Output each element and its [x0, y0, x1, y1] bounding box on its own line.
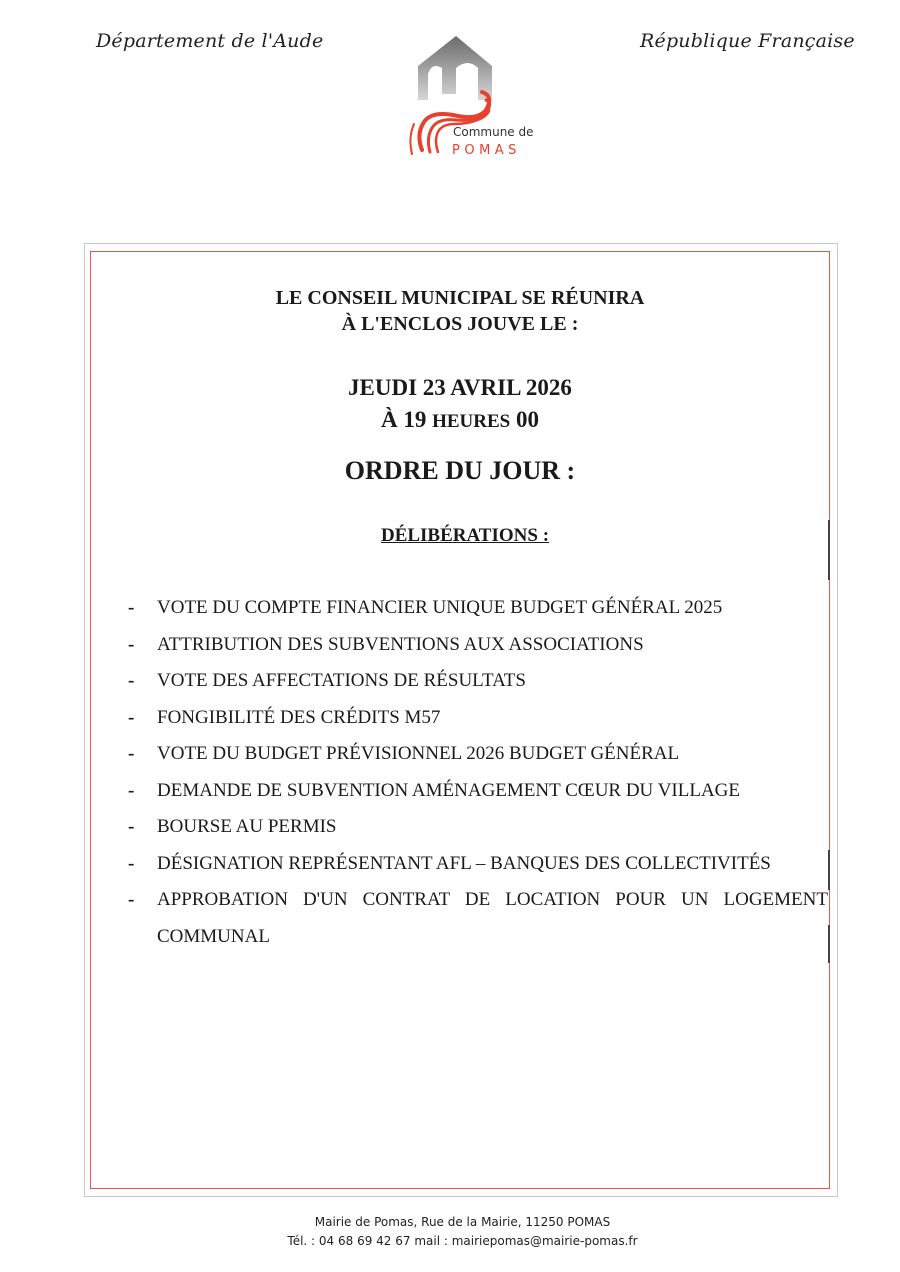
agenda-item-text: ATTRIBUTION DES SUBVENTIONS AUX ASSOCIATIONS	[157, 633, 644, 655]
bullet-dash: -	[128, 779, 135, 801]
time-line	[90, 404, 830, 438]
bullet-dash: -	[128, 633, 135, 655]
agenda-item	[128, 773, 828, 810]
bullet-dash: -	[128, 597, 135, 618]
agenda-item-text: APPROBATION D'UN CONTRAT DE LOCATION POUR UN LOGEMENT COMMUNAL	[157, 889, 828, 947]
bullet-dash: -	[128, 743, 135, 764]
meeting-line-1: LE CONSEIL MUNICIPAL SE RÉUNIRA	[275, 287, 645, 309]
date-line: JEUDI 23 AVRIL 2026	[348, 375, 572, 400]
agenda-list	[128, 590, 828, 955]
agenda-item	[128, 736, 828, 773]
agenda-item	[128, 882, 828, 955]
deliberations-title: DÉLIBÉRATIONS :	[380, 525, 550, 546]
agenda-item-text: VOTE DES AFFECTATIONS DE RÉSULTATS	[157, 670, 526, 691]
frame-mark	[828, 925, 830, 963]
agenda-item-text: DÉSIGNATION REPRÉSENTANT AFL – BANQUES DES COLLECTIVITÉS	[157, 852, 771, 874]
bullet-dash: -	[128, 670, 135, 691]
time-prefix: À 19	[380, 407, 427, 432]
agenda-item-text: VOTE DU COMPTE FINANCIER UNIQUE BUDGET GÉNÉRAL 2025	[157, 597, 723, 618]
logo-commune-text: Commune de	[453, 125, 534, 139]
agenda-item	[128, 809, 828, 846]
bullet-dash: -	[128, 889, 135, 910]
frame-mark	[828, 850, 830, 890]
footer-address: Mairie de Pomas, Rue de la Mairie, 11250 POMAS	[314, 1215, 611, 1229]
time-unit: HEURES	[432, 411, 511, 432]
republic-label: République Française	[640, 30, 855, 52]
bullet-dash: -	[128, 852, 135, 874]
agenda-item-text: FONGIBILITÉ DES CRÉDITS M57	[157, 706, 441, 728]
meeting-date	[90, 372, 830, 438]
commune-logo	[398, 34, 538, 160]
bullet-dash: -	[128, 706, 135, 728]
agenda-item	[128, 590, 828, 627]
bullet-dash: -	[128, 816, 135, 837]
agenda-item	[128, 700, 828, 737]
agenda-item-text: VOTE DU BUDGET PRÉVISIONNEL 2026 BUDGET GÉNÉRAL	[157, 743, 680, 764]
meeting-heading	[90, 285, 830, 337]
logo-pomas-text: POMAS	[452, 143, 521, 158]
agenda-item	[128, 627, 828, 664]
agenda-item	[128, 663, 828, 700]
footer-contact: Tél. : 04 68 69 42 67 mail : mairiepomas@mairie-pomas.fr	[287, 1234, 638, 1248]
time-minutes: 00	[516, 407, 539, 432]
agenda-item	[128, 846, 828, 883]
agenda-item-text: BOURSE AU PERMIS	[157, 816, 337, 837]
agenda-title: ORDRE DU JOUR :	[344, 456, 576, 485]
meeting-line-2: À L'ENCLOS JOUVE LE :	[341, 313, 579, 335]
agenda-item-text: DEMANDE DE SUBVENTION AMÉNAGEMENT CŒUR DU VILLAGE	[157, 779, 740, 801]
department-label: Département de l'Aude	[96, 30, 324, 52]
